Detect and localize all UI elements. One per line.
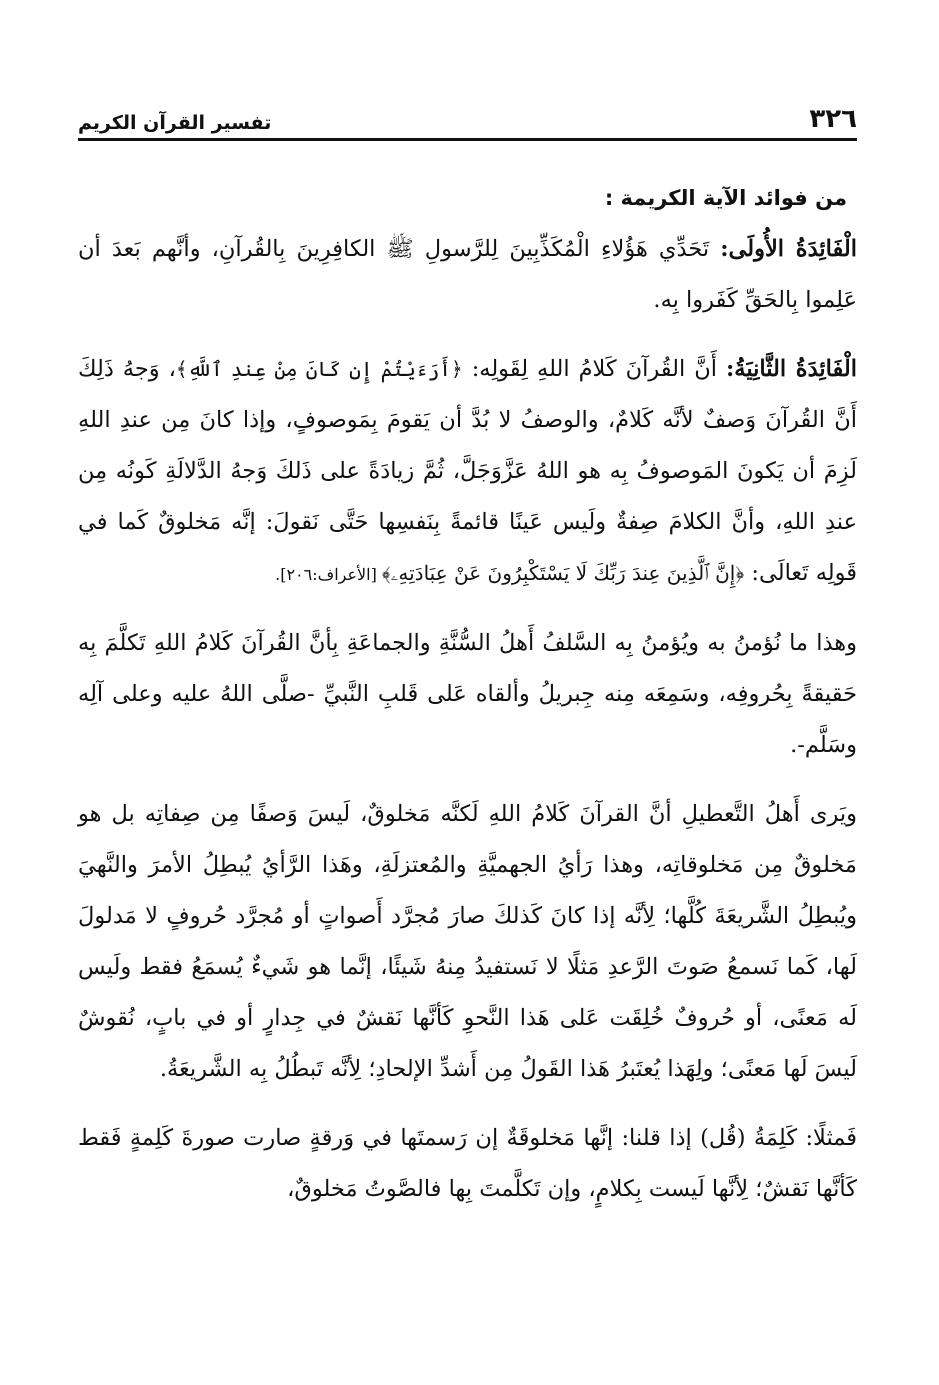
benefit-2-lead: الْفَائِدَةُ الثَّانِيَةُ: — [725, 356, 857, 382]
benefit-1-lead: الْفَائِدَةُ الأُولَى: — [720, 236, 858, 262]
benefit-1-text: تَحَدِّي هَؤُلاءِ الْمُكَذِّبِينَ لِلرَّسولِ ﷺ الكافِرِينَ بِالقُرآنِ، وأنَّهم بَعدَ أن عَلِموا بِالحَقِّ كَفَروا بِه. — [78, 236, 857, 313]
running-title: تفسير القرآن الكريم — [78, 112, 272, 134]
quran-verse-2: ﴿إِنَّ ٱلَّذِينَ عِندَ رَبِّكَ لَا يَسْتَكْبِرُونَ عَنْ عِبَادَتِهِۦ﴾ — [381, 561, 745, 585]
paragraph-5: فَمثلًا: كَلِمَةُ (قُل) إذا قلنا: إنَّها مَخلوقَةٌ إن رَسمتَها في وَرقةٍ صارت صورةَ كَلِمةٍ فَقط كَأنَّها نَقشٌ؛ لِأنَّها لَيست بِكلامٍ، وإن تَكلَّمتَ بِها فالصَّوتُ مَخلوقٌ، — [78, 1125, 857, 1202]
benefit-2-text-before: أَنَّ القُرآنَ كَلامُ اللهِ لِقَولِه: — [462, 356, 726, 382]
verse-reference: [الأعراف:٢٠٦]. — [275, 565, 382, 584]
section-heading: من فوائد الآية الكريمة : — [604, 186, 847, 210]
page-number: ٣٢٦ — [809, 104, 857, 134]
paragraph-4: ويَرى أَهلُ التَّعطيلِ أنَّ القرآنَ كَلامُ اللهِ لَكنَّه مَخلوقٌ، لَيسَ وَصفًا مِن صِفاتِه بل هو مَخلوقٌ مِن مَخلوقاتِه، وهذا رَأيُ الجهميَّةِ والمُعتزلَةِ، وهَذا الرَّأيُ يُبطِلُ الأمرَ والنَّهيَ ويُبطِلُ الشَّريعَةَ كُلَّها؛ لِأنَّه إذا كانَ كَذلكَ صارَ مُجرَّد أَصواتٍ أو مُجرَّد حُروفٍ لا مَدلولَ لَها، كَما نَسمعُ صَوتَ الرَّعدِ مَثلًا لا نَستفيدُ مِنهُ شَيئًا، إنَّما هو شَيءٌ يُسمَعُ فقط ولَيس لَه مَعنًى، أو حُروفٌ خُلِقَت عَلى هَذا النَّحوِ كَأنَّها نَقشٌ في جِدارٍ أو في بابٍ، نُقوشٌ لَيسَ لَها مَعنًى؛ ولِهَذا يُعتَبرُ هَذا القَولُ مِن أَشدِّ الإلحادِ؛ لِأنَّه تَبطُلُ بِه الشَّريعَةُ. — [78, 801, 857, 1082]
quran-verse-1: ﴿أَرَءَيْتُمْ إِن كَانَ مِنْ عِندِ ٱللَّهِ﴾ — [175, 357, 463, 381]
page-header — [78, 88, 857, 141]
paragraph-benefit-2 — [78, 344, 857, 600]
paragraph-3: وهذا ما نُؤمنُ به ويُؤمنُ بِه السَّلفُ أَهلُ السُّنَّةِ والجماعَةِ بِأنَّ القُرآنَ كَلامُ اللهِ تَكلَّمَ بِه حَقيقةً بِحُروفِه، وسَمِعَه مِنه جِبريلُ وألقاه عَلى قَلبِ النَّبيِّ -صلَّى اللهُ عليه وعلى آلِه وسَلَّم-. — [78, 630, 857, 758]
page-body — [78, 176, 857, 1233]
paragraph-benefit-1 — [78, 224, 857, 326]
benefit-2-text-after: ، وَجهُ ذَلِكَ أَنَّ القُرآنَ وَصفٌ لأنَّه كَلامٌ، والوصفُ لا بُدَّ أن يَقومَ بِمَوصوفٍ، وإذا كانَ مِن عندِ اللهِ لَزِمَ أن يَكونَ المَوصوفُ بِه هو اللهُ عَزَّوَجَلَّ، ثُمَّ زيادَةً على ذَلكَ وَجهُ الدَّلالَةِ كَونُه مِن عندِ اللهِ، وأنَّ الكلامَ صِفةٌ ولَيس عَينًا قائمةً بِنَفسِها حَتَّى نَقولَ: إنَّه مَخلوقٌ كَما في قَولِه تَعالَى: — [78, 356, 857, 586]
